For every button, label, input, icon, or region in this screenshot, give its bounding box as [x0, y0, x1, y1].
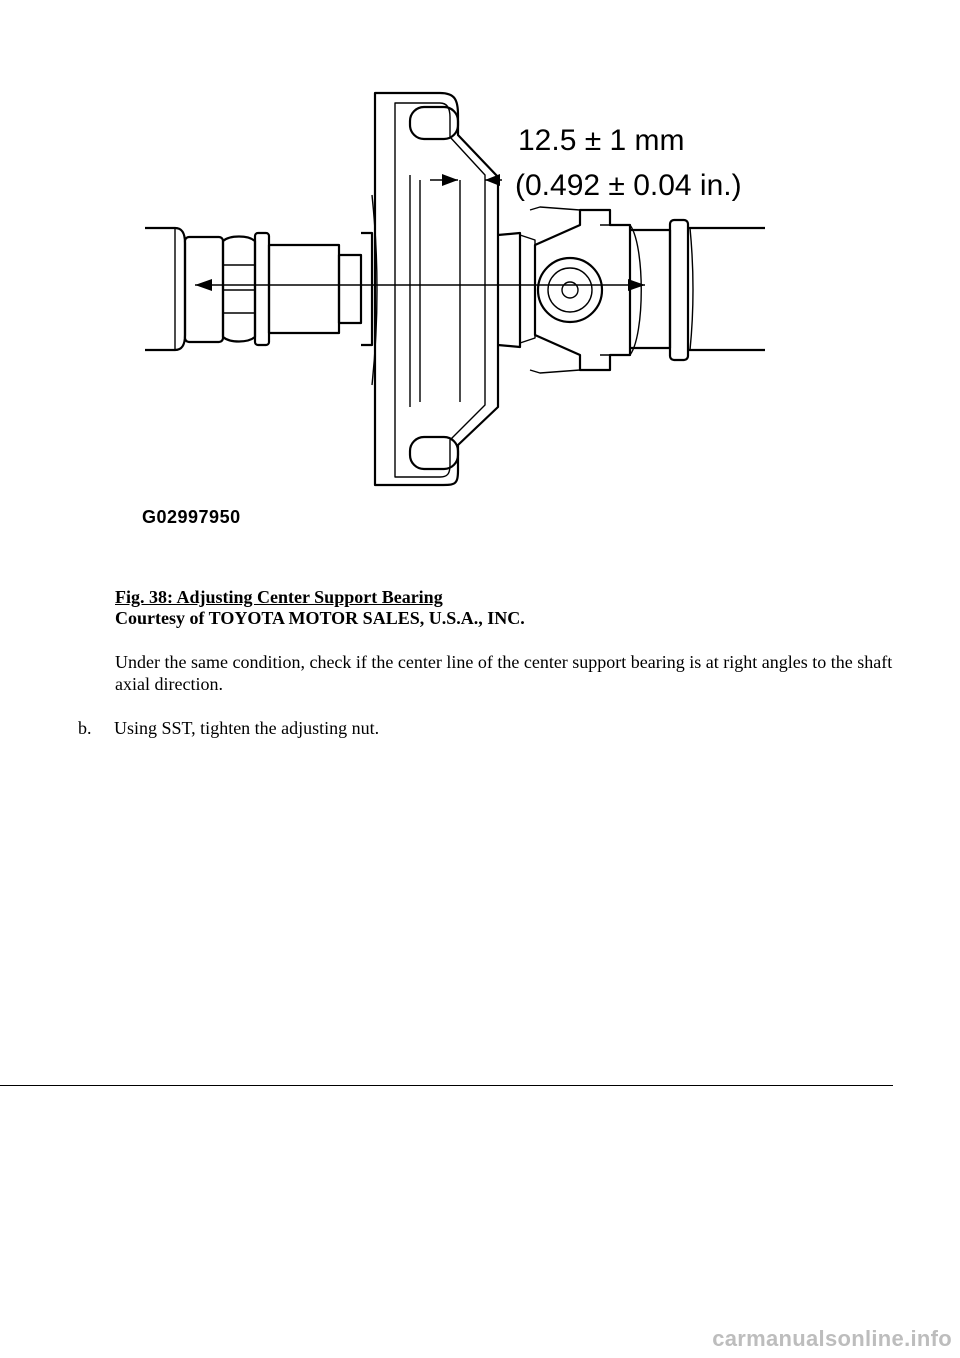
instruction-paragraph: Under the same condition, check if the center line of the center support bearing is at right angles to the shaft axial direction. [115, 652, 893, 694]
step-marker: b. [78, 718, 92, 738]
figure-code: G02997950 [142, 507, 241, 527]
dimension-imperial-label: (0.492 ± 0.04 in.) [515, 169, 742, 202]
dimension-metric-label: 12.5 ± 1 mm [518, 124, 685, 157]
figure-caption [115, 587, 895, 629]
bearing-diagram [140, 85, 780, 530]
caption-courtesy: Courtesy of TOYOTA MOTOR SALES, U.S.A., INC. [115, 608, 525, 628]
watermark: carmanualsonline.info [712, 1326, 952, 1351]
center-support-bearing-figure [140, 85, 780, 530]
step-text: Using SST, tighten the adjusting nut. [114, 718, 380, 738]
caption-title: Fig. 38: Adjusting Center Support Bearing [115, 587, 443, 607]
step-b [78, 717, 898, 739]
footer-rule [0, 1085, 893, 1086]
